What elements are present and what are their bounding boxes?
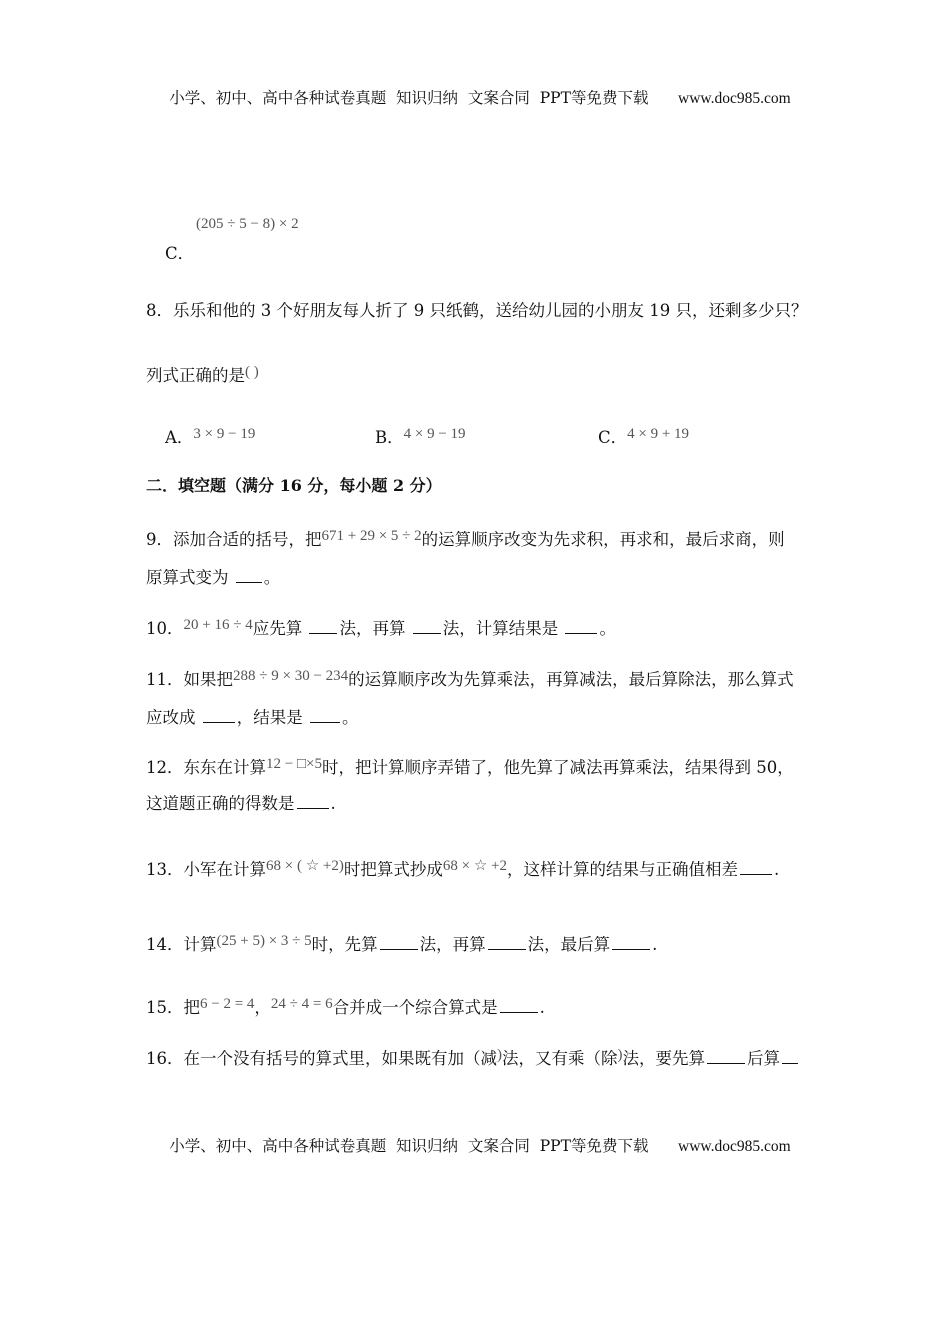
q8-option-c: C．4 × 9 + 19 <box>598 426 690 447</box>
q10-line: 10．20 + 16 ÷ 4应先算 法，再算 法，计算结果是 。 <box>146 617 616 638</box>
footer-site: www.doc985.com <box>678 1138 791 1155</box>
q10-blank-3[interactable] <box>565 619 597 634</box>
section-2-title: 二．填空题（满分 16 分，每小题 2 分） <box>146 476 442 495</box>
q12-line1: 12．东东在计算12 − □×5时，把计算顺序弄错了，他先算了减法再算乘法，结果得到 50， <box>146 756 794 777</box>
q14-line: 14．计算(25 + 5) × 3 ÷ 5时，先算 法，再算 法，最后算 . <box>146 933 658 954</box>
q14-blank-2[interactable] <box>488 935 526 950</box>
q14-blank-1[interactable] <box>380 935 418 950</box>
q9-line1: 9．添加合适的括号，把671 + 29 × 5 ÷ 2的运算顺序改变为先求积，再求和，最后求商，则 <box>146 528 785 549</box>
q15-blank[interactable] <box>500 998 538 1013</box>
q8-option-a: A．3 × 9 − 19 <box>165 426 256 447</box>
q12-line2: 这道题正确的得数是 . <box>146 794 336 813</box>
q11-line2: 应改成 ，结果是 。 <box>146 708 359 727</box>
header-text: 小学、初中、高中各种试卷真题 知识归纳 文案合同 PPT等免费下载 <box>169 89 649 107</box>
q8-option-b: B．4 × 9 − 19 <box>375 426 466 447</box>
q16-line: 16．在一个没有括号的算式里，如果既有加（减)法，又有乘（除)法，要先算 后算 <box>146 1045 800 1069</box>
header-site: www.doc985.com <box>678 90 791 107</box>
page-header <box>0 68 950 108</box>
q13-blank[interactable] <box>740 860 772 875</box>
q10-blank-2[interactable] <box>413 619 441 634</box>
q7-option-c-expr: (205 ÷ 5 − 8) × 2 <box>196 216 299 232</box>
q11-blank-2[interactable] <box>310 708 340 723</box>
q7-option-c-label: C． <box>165 244 195 263</box>
q15-line: 15．把6 − 2 = 4，24 ÷ 4 = 6合并成一个综合算式是 . <box>146 996 545 1017</box>
footer-text: 小学、初中、高中各种试卷真题 知识归纳 文案合同 PPT等免费下载 <box>169 1137 649 1155</box>
q16-blank-1[interactable] <box>707 1049 745 1064</box>
q12-blank[interactable] <box>297 794 329 809</box>
q8-paren: ( ) <box>245 364 259 380</box>
q10-blank-1[interactable] <box>309 619 337 634</box>
q8-line2: 列式正确的是( ) <box>146 364 259 385</box>
q14-blank-3[interactable] <box>612 935 650 950</box>
q11-blank-1[interactable] <box>203 708 235 723</box>
q9-blank[interactable] <box>236 568 262 583</box>
q16-blank-2[interactable] <box>782 1049 798 1064</box>
q9-line2: 原算式变为 。 <box>146 568 281 587</box>
page-footer <box>0 1116 950 1156</box>
q13-line: 13．小军在计算68 × ( ☆ +2)时把算式抄成68 × ☆ +2，这样计算的结果与正确值相差 . <box>146 858 780 879</box>
q11-line1: 11．如果把288 ÷ 9 × 30 − 234的运算顺序改为先算乘法，再算减法，最后算除法，那么算式 <box>146 668 794 689</box>
q8-line1: 8．乐乐和他的 3 个好朋友每人折了 9 只纸鹤，送给幼儿园的小朋友 19 只，还剩多少只？ <box>146 301 808 320</box>
